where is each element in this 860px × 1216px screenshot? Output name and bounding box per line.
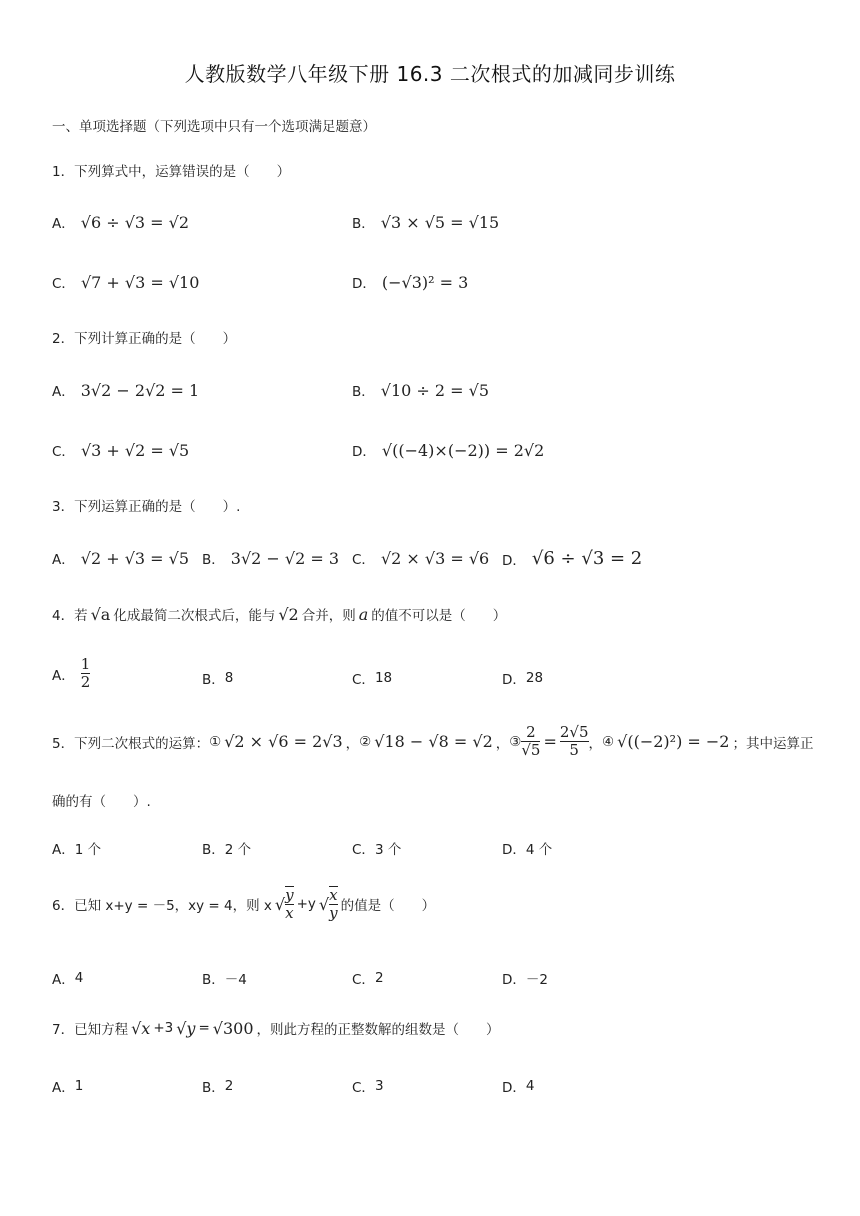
option-expression: 1 (74, 1078, 84, 1094)
document-title: 人教版数学八年级下册 16.3 二次根式的加减同步训练 (184, 62, 676, 86)
option-expression: √3 + √2 = √5 (80, 440, 190, 460)
sqrt-a: √a (90, 604, 111, 624)
option-label: C． (352, 842, 375, 858)
option-label: D． (352, 444, 376, 460)
option-expression: √2 × √3 = √6 (380, 548, 490, 568)
option-label: B． (202, 672, 225, 688)
question-3-stem: 3．下列运算正确的是（ ）. (52, 499, 241, 515)
option-expression: 4 (74, 970, 84, 986)
fraction-one-half: $\frac{1}{2}$ (80, 655, 91, 692)
option-expression: 3√2 − √2 = 3 (230, 548, 340, 568)
option-expression: √3 × √5 = √15 (380, 212, 500, 232)
question-1-stem: 1．下列算式中，运算错误的是（ ） (52, 164, 291, 180)
option-label: A． (52, 972, 75, 988)
option-expression: 8 (224, 670, 234, 686)
q4-option-b[interactable] (202, 668, 233, 688)
q6-option-a[interactable] (52, 968, 83, 988)
question-7-stem: 7．已知方程 √x +3 √y = √300 ，则此方程的正整数解的组数是（ ） (52, 1018, 500, 1038)
option-label: C． (352, 972, 375, 988)
option-label: A． (52, 842, 75, 858)
q1-option-d[interactable] (352, 272, 468, 292)
q7-option-b[interactable] (202, 1076, 233, 1096)
option-label: B． (202, 552, 225, 568)
q2-option-a[interactable] (52, 380, 199, 400)
q5-option-c[interactable] (352, 838, 401, 858)
option-label: C． (52, 444, 75, 460)
option-expression: 2 (374, 970, 384, 986)
q5-option-a[interactable] (52, 838, 101, 858)
q6-option-b[interactable] (202, 968, 247, 988)
question-5-stem: 5．下列二次根式的运算： ① √2 × √6 = 2√3 ， ② √18 − √8 = √2 ， ③ $\frac{2}{√5}$ = $\frac{2√5}{5}$ ， ④ √((−2)²) = −2 ；其中运算正 (52, 723, 814, 760)
option-label: C． (352, 672, 375, 688)
option-label: A． (52, 384, 75, 400)
question-2-stem: 2．下列计算正确的是（ ） (52, 331, 237, 347)
q7-option-d[interactable] (502, 1076, 535, 1096)
sqrt-2: √2 (278, 604, 299, 624)
option-expression: －2 (525, 972, 548, 988)
q4-option-d[interactable] (502, 668, 543, 688)
section-heading: 一、单项选择题（下列选项中只有一个选项满足题意） (52, 119, 376, 135)
q3-option-d[interactable] (502, 548, 642, 569)
option-expression: 18 (374, 670, 393, 686)
q1-option-b[interactable] (352, 212, 499, 232)
option-label: D． (502, 972, 526, 988)
option-expression: √((−4)×(−2)) = 2√2 (381, 440, 545, 460)
q3-option-c[interactable] (352, 548, 489, 568)
option-expression: √2 + √3 = √5 (80, 548, 190, 568)
option-expression: √6 ÷ √3 = 2 (531, 548, 643, 569)
q2-option-b[interactable] (352, 380, 489, 400)
option-label: A． (52, 667, 75, 684)
q7-option-a[interactable] (52, 1076, 83, 1096)
q4-option-c[interactable] (352, 668, 392, 688)
option-label: B． (352, 216, 375, 232)
option-label: C． (352, 1080, 375, 1096)
option-label: C． (352, 552, 375, 568)
q6-option-d[interactable] (502, 968, 548, 988)
option-label: B． (352, 384, 375, 400)
option-expression: √6 ÷ √3 = √2 (80, 212, 190, 232)
q4-option-a[interactable] (52, 656, 90, 692)
option-expression: －4 (224, 972, 247, 988)
q3-option-a[interactable] (52, 548, 189, 568)
option-expression: √7 + √3 = √10 (80, 272, 200, 292)
option-label: D． (502, 1080, 526, 1096)
option-label: D． (502, 552, 526, 569)
q7-option-c[interactable] (352, 1076, 384, 1096)
sqrt-y-over-x: √ $\frac{y}{x}$ (274, 886, 294, 923)
variable-a: a (358, 604, 369, 624)
question-5-stem-continued: 确的有（ ）. (52, 794, 151, 810)
q5-option-d[interactable] (502, 838, 552, 858)
option-label: D． (502, 672, 526, 688)
option-label: A． (52, 552, 75, 568)
option-label: D． (352, 276, 376, 292)
option-expression: 1 个 (74, 842, 102, 858)
fraction-2-over-sqrt5: $\frac{2}{√5}$ (521, 723, 541, 760)
option-expression: 28 (525, 670, 544, 686)
q1-option-a[interactable] (52, 212, 189, 232)
option-expression: √10 ÷ 2 = √5 (380, 380, 490, 400)
q2-option-d[interactable] (352, 440, 544, 460)
q6-option-c[interactable] (352, 968, 384, 988)
option-label: A． (52, 1080, 75, 1096)
option-label: B． (202, 972, 225, 988)
option-expression: 3√2 − 2√2 = 1 (80, 380, 200, 400)
option-expression: 4 个 (525, 842, 553, 858)
option-label: B． (202, 1080, 225, 1096)
option-label: D． (502, 842, 526, 858)
option-expression: 3 个 (374, 842, 402, 858)
q3-option-b[interactable] (202, 548, 339, 568)
option-expression: (−√3)² = 3 (381, 272, 469, 292)
q1-option-c[interactable] (52, 272, 199, 292)
q2-option-c[interactable] (52, 440, 189, 460)
option-label: A． (52, 216, 75, 232)
sqrt-x-over-y: √ $\frac{x}{y}$ (318, 886, 338, 923)
option-expression: 2 (224, 1078, 234, 1094)
question-6-stem: 6．已知 x+y = －5，xy = 4，则 x √ $\frac{y}{x}$ +y √ $\frac{x}{y}$ 的值是（ ） (52, 886, 436, 923)
q5-option-b[interactable] (202, 838, 251, 858)
option-expression: 2 个 (224, 842, 252, 858)
option-expression: 4 (525, 1078, 535, 1094)
option-expression: 3 (374, 1078, 384, 1094)
option-label: C． (52, 276, 75, 292)
question-4-stem: 4．若 √a 化成最简二次根式后，能与 √2 合并，则 a 的值不可以是（ ） (52, 604, 507, 624)
fraction-2sqrt5-over-5: $\frac{2√5}{5}$ (559, 723, 589, 760)
option-label: B． (202, 842, 225, 858)
